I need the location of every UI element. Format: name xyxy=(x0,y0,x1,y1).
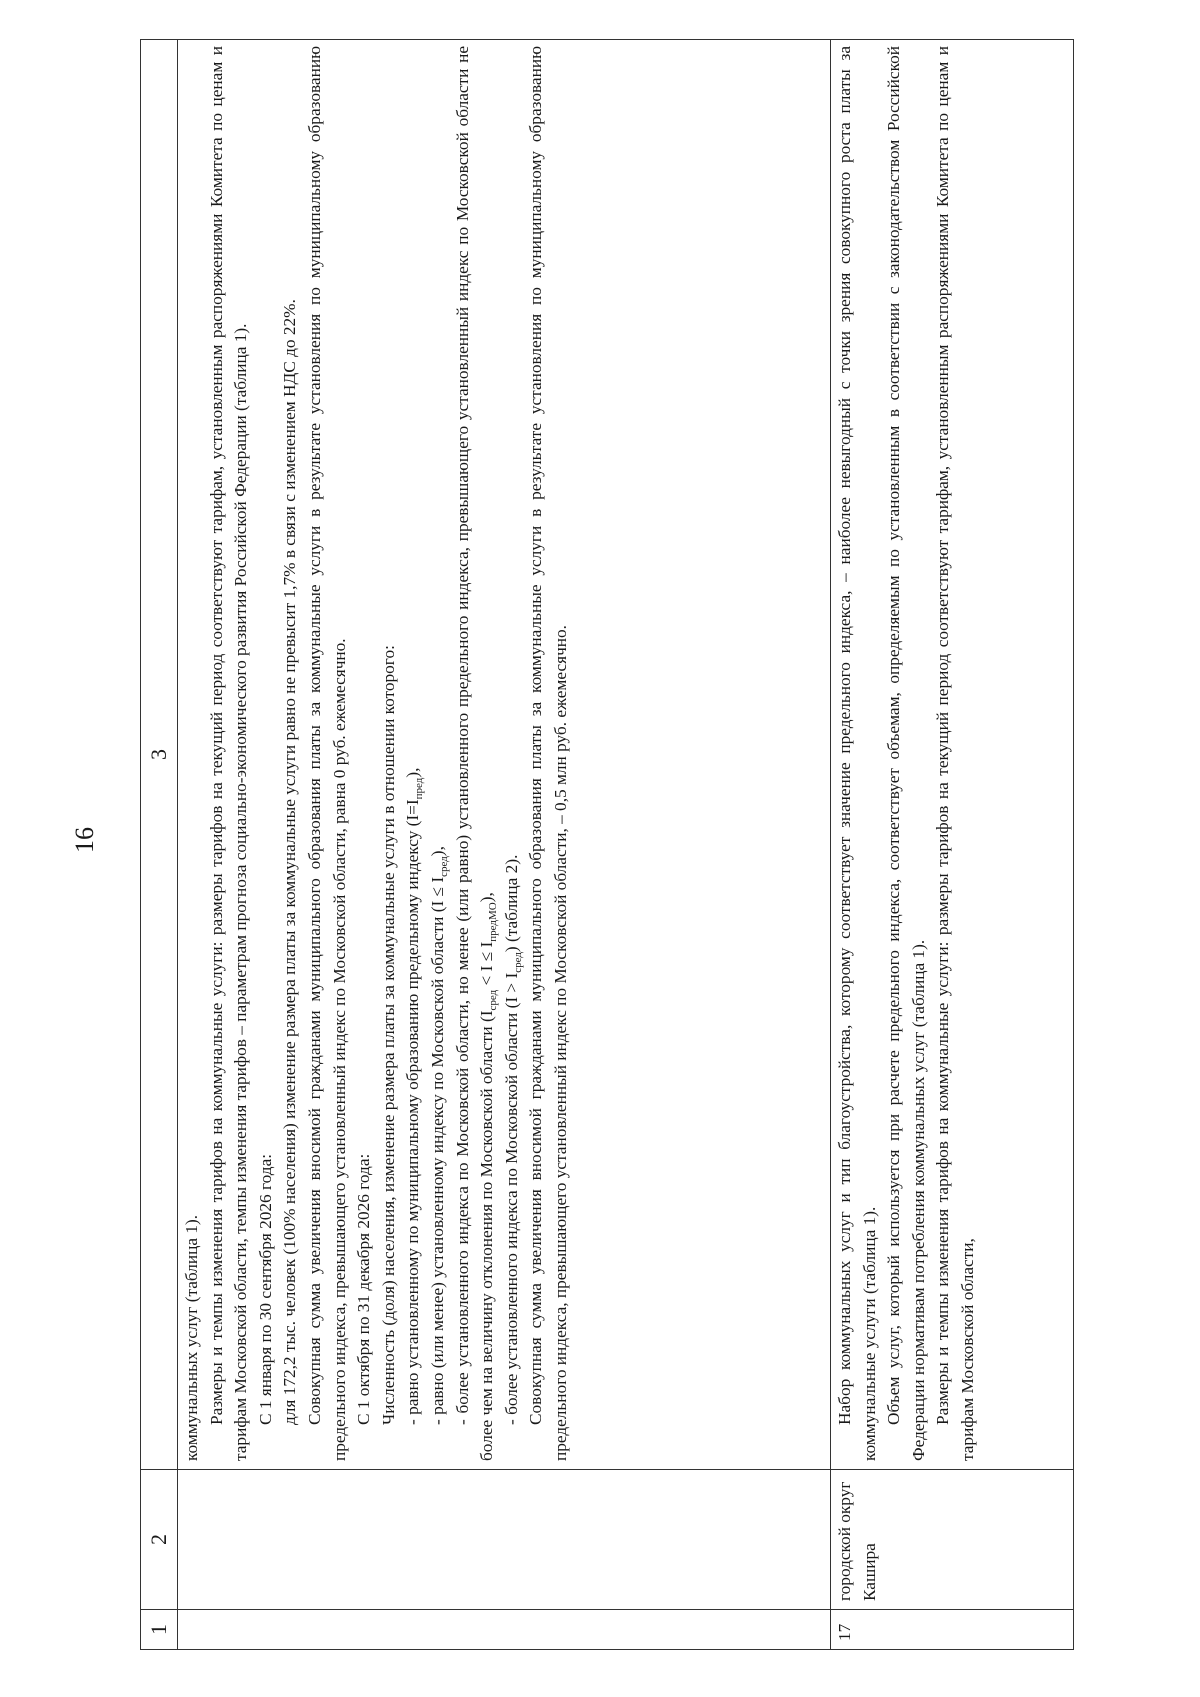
list-item: - равно установленному по муниципальному образованию предельному индексу $(I=I_{пред})$, xyxy=(403,767,426,1425)
header-col-3: 3 xyxy=(141,40,178,1470)
row-number-cell: 17 xyxy=(831,1610,1074,1650)
paragraph: Численность (доля) населения, изменение размера платы за коммунальные услуги в отношении которого: xyxy=(378,645,398,1425)
paragraph: Совокупная сумма увеличения вносимой гражданами муниципального образования платы за коммунальные услуги в результате установления по муниципальному образованию предельного индекса, превышающего установленный индекс по Московской области, – 0,5 млн руб. ежемесячно. xyxy=(526,46,570,1461)
paragraph: Объем услуг, который используется при расчете предельного индекса, соответствует объемам, определяемым по установленным в соответствии с законодательством Российской Федерации нормативам потребления коммунальных услуг (таблица 1). xyxy=(884,46,928,1461)
list-item: - более установленного индекса по Московской области, но менее (или равно) установленного предельного индекса, превышающего установленный индекс по Московской области не более чем на величину отклонения по Московской области $(I_{сред} < I \le I_{предМО})$, xyxy=(452,46,500,1461)
header-col-1: 1 xyxy=(141,1610,178,1650)
municipality-cell xyxy=(178,1470,831,1610)
paragraph: Размеры и темпы изменения тарифов на коммунальные услуги: размеры тарифов на текущий период соответствуют тарифам, установленным распоряжениями Комитета по ценам и тарифам Московской области, xyxy=(933,46,977,1461)
page-number: 16 xyxy=(70,827,99,853)
paragraph: С 1 октября по 31 декабря 2026 года: xyxy=(354,1153,374,1425)
paragraph: Размеры и темпы изменения тарифов на коммунальные услуги: размеры тарифов на текущий период соответствуют тарифам, установленным распоряжениями Комитета по ценам и тарифам Московской области, темпы изменения тарифов – параметрам прогноза социально-экономического развития Российской Федерации (таблица 1). xyxy=(206,46,251,1461)
table-row-continued xyxy=(178,40,831,1650)
rotated-table-container xyxy=(140,40,1070,1650)
header-col-2: 2 xyxy=(141,1470,178,1610)
municipality-cell: городской округ Кашира xyxy=(831,1470,1074,1610)
paragraph: Совокупная сумма увеличения вносимой гражданами муниципального образования платы за коммунальные услуги в результате установления по муниципальному образованию предельного индекса, превышающего установленный индекс по Московской области, равна 0 руб. ежемесячно. xyxy=(304,46,349,1461)
header-row xyxy=(141,40,178,1650)
description-cell xyxy=(831,40,1074,1470)
table-row-17 xyxy=(831,40,1074,1650)
list-item: - равно (или менее) установленному индексу по Московской области $(I \le I_{сред})$, xyxy=(427,846,450,1425)
paragraph: С 1 января по 30 сентября 2026 года: xyxy=(255,1153,275,1425)
description-cell xyxy=(178,40,831,1470)
paragraph: для 172,2 тыс. человек (100% населения) изменение размера платы за коммунальные услуги равно не превысит 1,7% в связи с изменением НДС до 22%. xyxy=(280,299,300,1425)
paragraph: коммунальных услуг (таблица 1). xyxy=(182,1214,201,1461)
row-number-cell xyxy=(178,1610,831,1650)
list-item: - более установленного индекса по Московской области $(I > I_{сред})$ (таблица 2). xyxy=(501,854,524,1425)
paragraph: Набор коммунальных услуг и тип благоустройства, которому соответствует значение предельного индекса, – наиболее невыгодный с точки зрения совокупного роста платы за коммунальные услуги (таблица 1). xyxy=(835,46,879,1461)
tariff-table xyxy=(140,39,1074,1650)
